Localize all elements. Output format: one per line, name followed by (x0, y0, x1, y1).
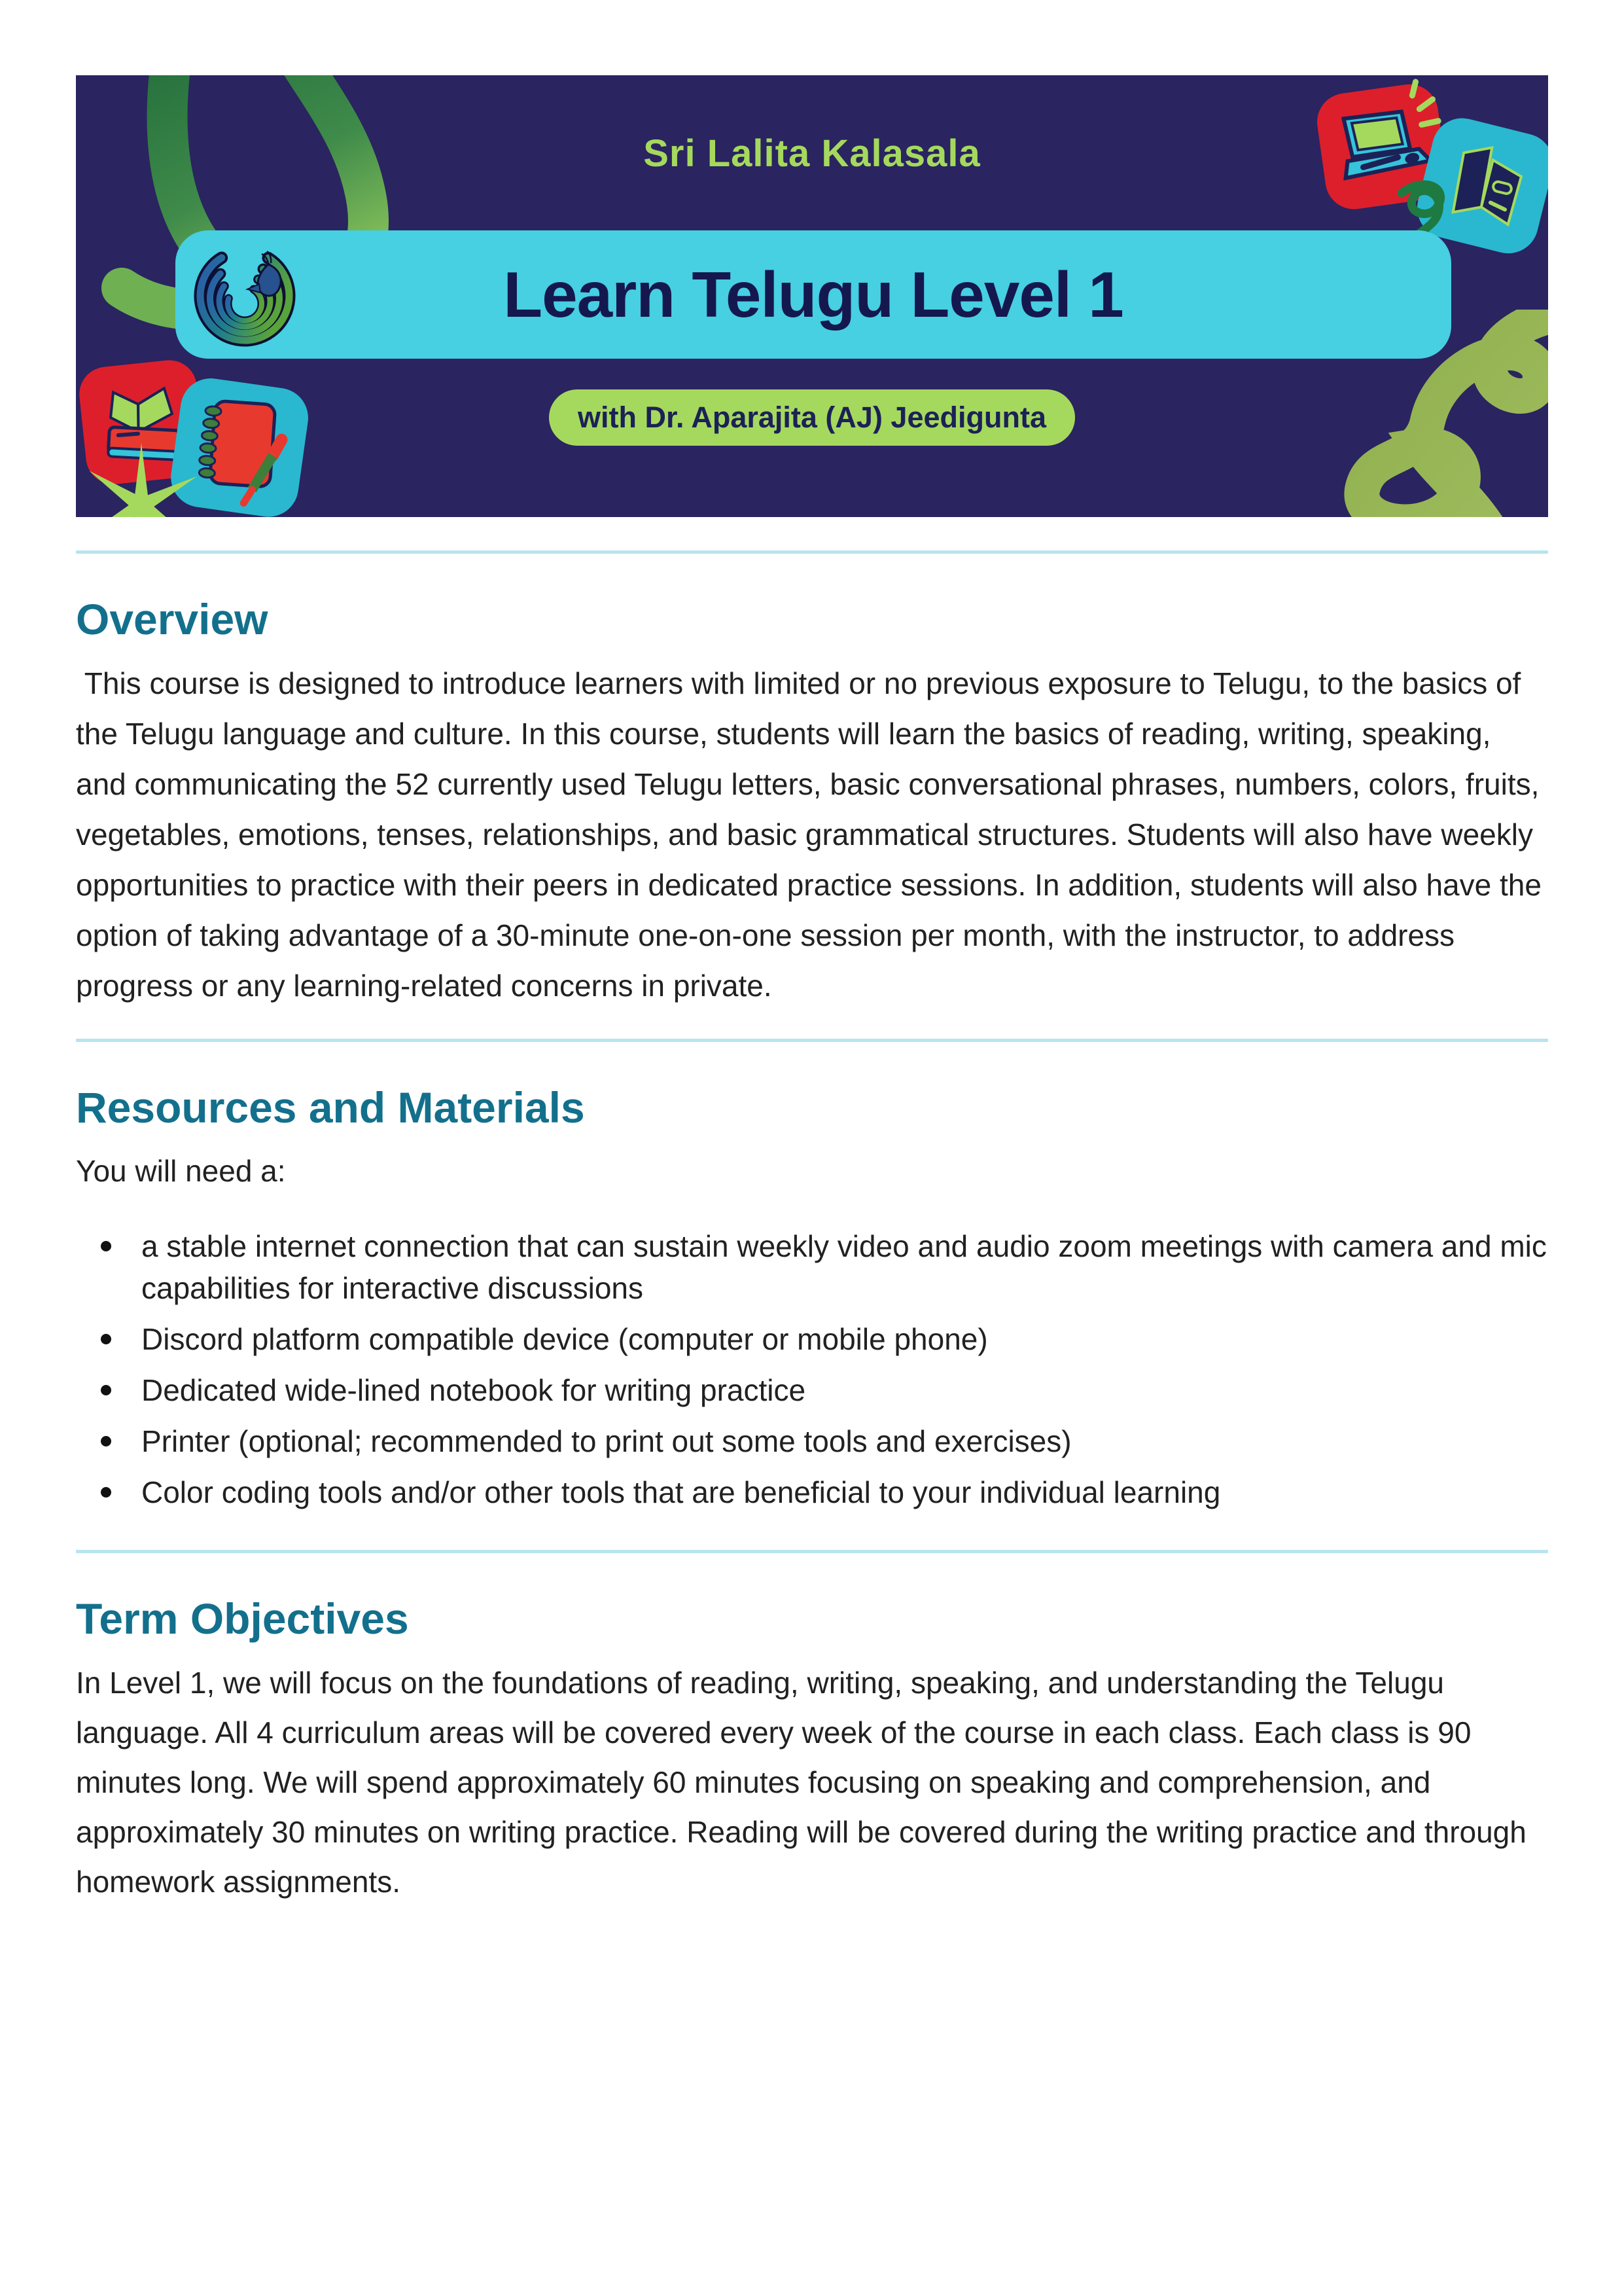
requirements-list (76, 1225, 1548, 1513)
course-banner (76, 75, 1548, 517)
instructor-badge: with Dr. Aparajita (AJ) Jeedigunta (549, 389, 1075, 446)
notebook-pen-illustration (162, 368, 318, 517)
list-item: a stable internet connection that can sustain weekly video and audio zoom meetings with camera and mic capabilities for interactive discussions (76, 1225, 1548, 1309)
course-title: Learn Telugu Level 1 (503, 258, 1123, 331)
course-title-bar (175, 230, 1451, 359)
star-burst-icon (76, 440, 207, 517)
organization-name: Sri Lalita Kalasala (643, 132, 981, 175)
overview-heading: Overview (76, 595, 268, 643)
section-divider (76, 1550, 1548, 1553)
overview-paragraph: This course is designed to introduce learners with limited or no previous exposure to Telugu, to the basics of the Telugu language and culture. In this course, students will learn the basics of reading, writing, speaking, and communicating the 52 currently used Telugu letters, basic conversational phrases, numbers, colors, fruits, vegetables, emotions, tenses, relationships, and basic grammatical structures. Students will also have weekly opportunities to practice with their peers in dedicated practice sessions. In addition, students will also have the option of taking advantage of a 30-minute one-on-one session per month, with the instructor, to address progress or any learning-related concerns in private. (76, 666, 1550, 1003)
term-objectives-heading: Term Objectives (76, 1594, 409, 1643)
list-item: Dedicated wide-lined notebook for writing practice (76, 1369, 1548, 1411)
list-item: Discord platform compatible device (computer or mobile phone) (76, 1318, 1548, 1360)
resources-heading: Resources and Materials (76, 1083, 585, 1132)
term-objectives-paragraph: In Level 1, we will focus on the foundations of reading, writing, speaking, and understanding the Telugu language. All 4 curriculum areas will be covered every week of the course in each class. Each class is 90 minutes long. We will spend approximately 60 minutes focusing on speaking and comprehension, and approximately 30 minutes on writing practice. Reading will be covered during the writing practice and through homework assignments. (76, 1666, 1535, 1899)
list-item: Color coding tools and/or other tools that are beneficial to your individual learning (76, 1471, 1548, 1513)
section-divider (76, 550, 1548, 554)
list-item: Printer (optional; recommended to print out some tools and exercises) (76, 1420, 1548, 1462)
peacock-logo (191, 241, 298, 348)
section-divider (76, 1039, 1548, 1042)
open-book-illustration (76, 351, 213, 492)
resources-intro: You will need a: (76, 1154, 286, 1188)
